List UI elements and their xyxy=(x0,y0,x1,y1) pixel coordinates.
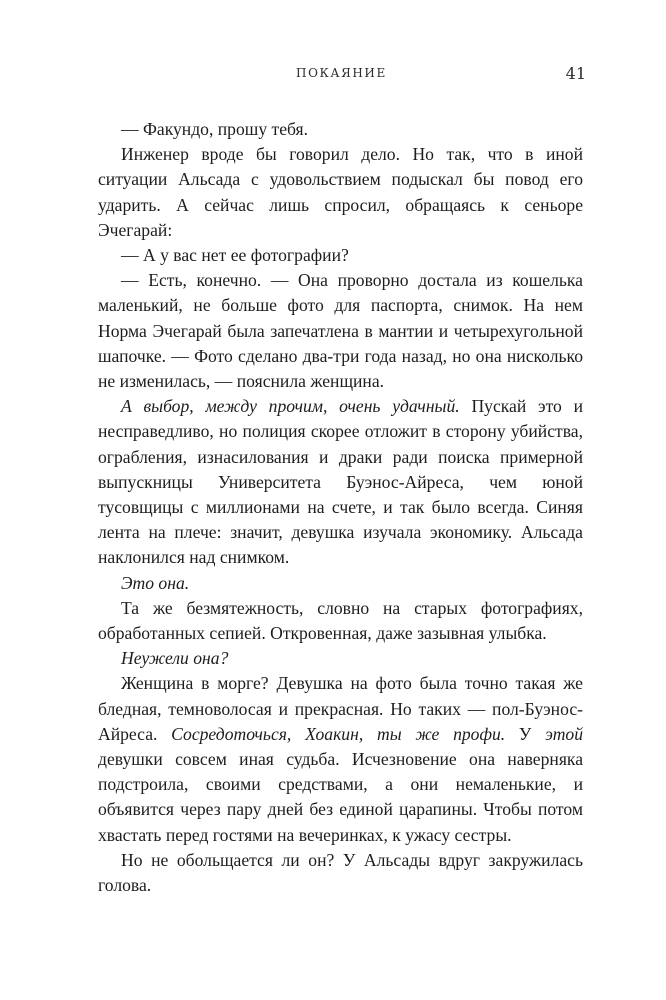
paragraph xyxy=(98,142,583,243)
text-run: Женщина в морге? Девушка на фото была точно такая же бледная, темноволосая и прекрасная. Но таких — пол-Буэнос-Айреса. xyxy=(98,673,583,744)
paragraph xyxy=(98,571,583,596)
italic-text-run: Неужели она? xyxy=(121,648,229,669)
text-run: девушки совсем иная судьба. Исчезновение она наверняка подстроила, своими средствами, а они немаленькие, и объявится через пару дней без единой царапины. Чтобы потом хвастать перед гостями на вечеринках, к ужасу сестры. xyxy=(98,749,583,845)
text-run: — Факундо, прошу тебя. xyxy=(121,119,309,139)
paragraph xyxy=(98,268,583,394)
italic-text-run: А выбор, между прочим, очень удачный. xyxy=(121,396,460,417)
text-run: — А у вас нет ее фотографии? xyxy=(121,245,349,266)
running-header xyxy=(0,64,666,84)
text-run: У xyxy=(505,723,546,744)
italic-text-run: Это она. xyxy=(121,572,190,593)
paragraph xyxy=(98,243,583,268)
italic-text-run: этой xyxy=(545,723,583,744)
paragraph xyxy=(98,117,583,142)
text-run: — Есть, конечно. — Она проворно достала из кошелька маленький, не больше фото для паспорта, снимок. На нем Норма Эчегарай была запечатлена в мантии и четырехугольной шапочке. — Фото сделано два-три года назад, но она нисколько не изменилась, — пояснила женщина. xyxy=(98,270,583,392)
paragraph xyxy=(98,646,583,671)
italic-text-run: Сосредоточься, Хоакин, ты же профи. xyxy=(171,723,506,744)
running-title: ПОКАЯНИЕ xyxy=(296,66,387,80)
text-run: Но не обольщается ли он? У Альсады вдруг закружилась голова. xyxy=(98,849,583,896)
paragraph xyxy=(98,671,583,847)
text-run: Инженер вроде бы говорил дело. Но так, что в иной ситуации Альсада с удовольствием подыскал бы повод его ударить. А сейчас лишь спросил, обращаясь к сеньоре Эчегарай: xyxy=(98,144,583,240)
paragraph xyxy=(98,596,583,646)
body-text xyxy=(98,117,584,898)
page-number: 41 xyxy=(565,64,586,83)
text-run: Пускай это и несправедливо, но полиция скорее отложит в сторону убийства, ограбления, изнасилования и драки ради поиска примерной выпускницы Университета Буэнос-Айреса, чем юной тусовщицы с миллионами на счете, и так было всегда. Синяя лента на плече: значит, девушка изучала экономику. Альсада наклонился над снимком. xyxy=(98,396,584,568)
text-run: Та же безмятежность, словно на старых фотографиях, обработанных сепией. Откровенная, даже зазывная улыбка. xyxy=(98,597,583,644)
paragraph xyxy=(98,394,583,570)
paragraph xyxy=(98,848,583,898)
